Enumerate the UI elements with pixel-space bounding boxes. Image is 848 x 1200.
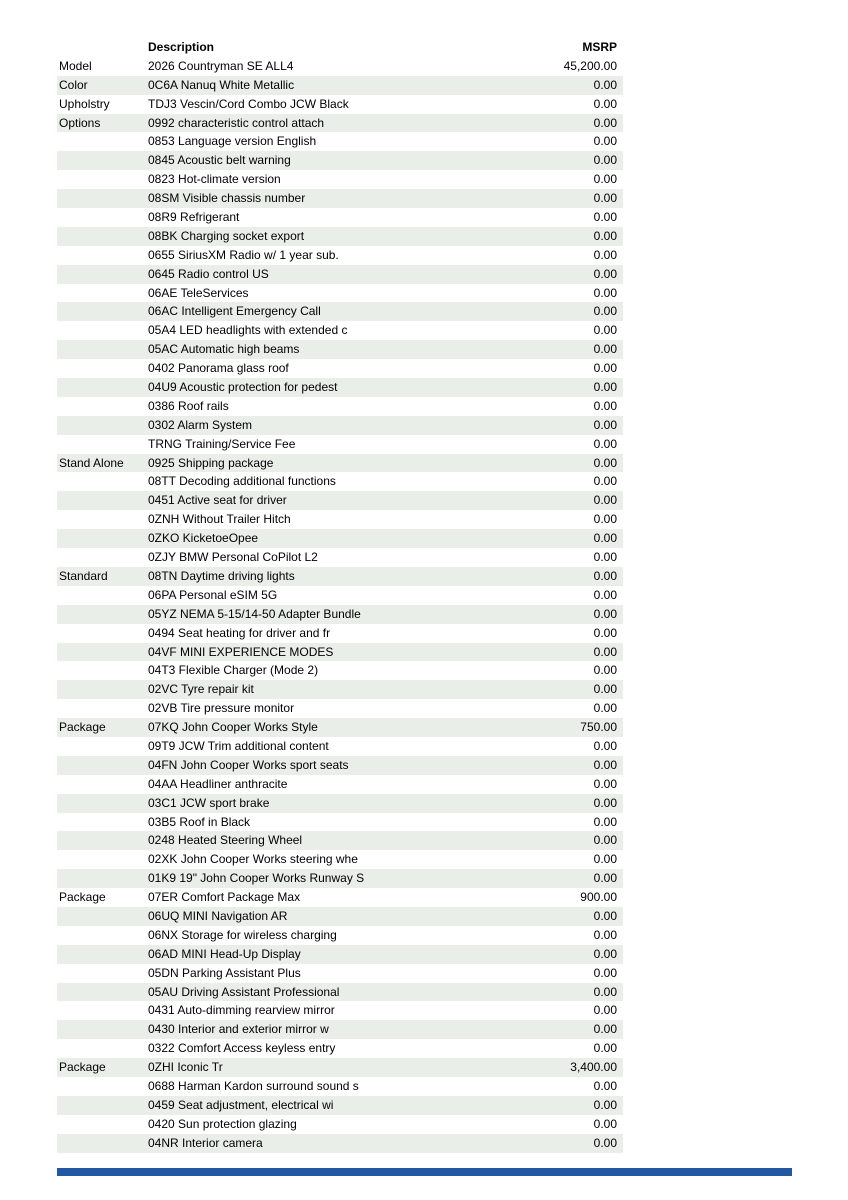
table-row: [57, 170, 623, 189]
table-row: [57, 605, 623, 624]
description-cell: 08SM Visible chassis number: [148, 191, 306, 206]
table-row: [57, 510, 623, 529]
description-cell: 08TT Decoding additional functions: [148, 474, 336, 489]
table-row: [57, 1020, 623, 1039]
msrp-cell: 0.00: [593, 266, 617, 281]
table-row: [57, 680, 623, 699]
table-row: [57, 435, 623, 454]
msrp-cell: 0.00: [593, 531, 617, 546]
msrp-cell: 3,400.00: [570, 1060, 617, 1075]
bottom-divider-bar: [57, 1168, 792, 1176]
description-cell: 2026 Countryman SE ALL4: [148, 58, 294, 73]
description-cell: 0386 Roof rails: [148, 398, 229, 413]
msrp-cell: 0.00: [593, 342, 617, 357]
msrp-cell: 0.00: [593, 247, 617, 262]
table-row: [57, 397, 623, 416]
msrp-cell: 0.00: [593, 134, 617, 149]
description-cell: 04U9 Acoustic protection for pedest: [148, 380, 338, 395]
description-cell: 0823 Hot-climate version: [148, 172, 281, 187]
msrp-cell: 0.00: [593, 210, 617, 225]
description-cell: 06UQ MINI Navigation AR: [148, 908, 288, 923]
table-row: [57, 775, 623, 794]
table-row: [57, 794, 623, 813]
description-cell: 04NR Interior camera: [148, 1135, 263, 1150]
description-cell: 08R9 Refrigerant: [148, 210, 240, 225]
msrp-cell: 900.00: [580, 890, 617, 905]
description-cell: 0402 Panorama glass roof: [148, 361, 289, 376]
msrp-cell: 0.00: [593, 550, 617, 565]
description-cell: 0992 characteristic control attach: [148, 115, 325, 130]
table-row: [57, 246, 623, 265]
table-row: [57, 964, 623, 983]
description-cell: 06AE TeleServices: [148, 285, 249, 300]
msrp-cell: 0.00: [593, 606, 617, 621]
description-cell: 0494 Seat heating for driver and fr: [148, 625, 331, 640]
description-cell: 01K9 19" John Cooper Works Runway S: [148, 871, 365, 886]
msrp-cell: 0.00: [593, 852, 617, 867]
msrp-cell: 0.00: [593, 946, 617, 961]
table-row: [57, 189, 623, 208]
msrp-cell: 0.00: [593, 493, 617, 508]
table-row: [57, 983, 623, 1002]
msrp-cell: 0.00: [593, 115, 617, 130]
table-row: [57, 321, 623, 340]
msrp-cell: 0.00: [593, 436, 617, 451]
msrp-cell: 0.00: [593, 1022, 617, 1037]
msrp-cell: 0.00: [593, 795, 617, 810]
msrp-cell: 0.00: [593, 153, 617, 168]
table-row: [57, 624, 623, 643]
table-row: [57, 1001, 623, 1020]
category-cell: Upholstry: [59, 96, 110, 111]
msrp-cell: 0.00: [593, 644, 617, 659]
vehicle-options-table: [57, 38, 623, 1153]
table-row: [57, 756, 623, 775]
table-row: [57, 472, 623, 491]
description-cell: 0431 Auto-dimming rearview mirror: [148, 1003, 335, 1018]
category-cell: Color: [59, 77, 88, 92]
table-row: [57, 850, 623, 869]
table-row: [57, 1058, 623, 1077]
table-row: [57, 265, 623, 284]
table-row: [57, 529, 623, 548]
msrp-cell: 45,200.00: [563, 58, 617, 73]
description-cell: 06AC Intelligent Emergency Call: [148, 304, 321, 319]
msrp-cell: 0.00: [593, 96, 617, 111]
msrp-cell: 0.00: [593, 228, 617, 243]
category-cell: Options: [59, 115, 101, 130]
table-row: [57, 661, 623, 680]
table-row: [57, 378, 623, 397]
header-description-cell: Description: [148, 40, 215, 54]
msrp-cell: 0.00: [593, 172, 617, 187]
msrp-cell: 0.00: [593, 587, 617, 602]
category-cell: Model: [59, 58, 92, 73]
description-cell: 03C1 JCW sport brake: [148, 795, 270, 810]
description-cell: 02XK John Cooper Works steering whe: [148, 852, 358, 867]
table-header-row: [57, 38, 623, 57]
msrp-cell: 0.00: [593, 625, 617, 640]
table-row: [57, 491, 623, 510]
table-row: [57, 869, 623, 888]
msrp-cell: 0.00: [593, 814, 617, 829]
description-cell: 05A4 LED headlights with extended c: [148, 323, 348, 338]
description-cell: 06AD MINI Head-Up Display: [148, 946, 301, 961]
table-row: [57, 454, 623, 473]
description-cell: 0459 Seat adjustment, electrical wi: [148, 1097, 334, 1112]
table-row: [57, 1039, 623, 1058]
description-cell: 04VF MINI EXPERIENCE MODES: [148, 644, 334, 659]
description-cell: 08BK Charging socket export: [148, 228, 305, 243]
description-cell: 05AU Driving Assistant Professional: [148, 984, 340, 999]
msrp-cell: 0.00: [593, 871, 617, 886]
table-row: [57, 95, 623, 114]
description-cell: 0688 Harman Kardon surround sound s: [148, 1078, 359, 1093]
description-cell: 0853 Language version English: [148, 134, 317, 149]
table-row: [57, 57, 623, 76]
msrp-cell: 0.00: [593, 1003, 617, 1018]
msrp-cell: 0.00: [593, 380, 617, 395]
msrp-cell: 0.00: [593, 1097, 617, 1112]
msrp-cell: 0.00: [593, 512, 617, 527]
description-cell: 07KQ John Cooper Works Style: [148, 720, 318, 735]
table-row: [57, 567, 623, 586]
table-row: [57, 359, 623, 378]
msrp-cell: 0.00: [593, 568, 617, 583]
msrp-cell: 0.00: [593, 191, 617, 206]
description-cell: 0ZNH Without Trailer Hitch: [148, 512, 291, 527]
msrp-cell: 0.00: [593, 908, 617, 923]
msrp-cell: 0.00: [593, 663, 617, 678]
msrp-cell: 0.00: [593, 1135, 617, 1150]
msrp-cell: 0.00: [593, 1116, 617, 1131]
description-cell: 05DN Parking Assistant Plus: [148, 965, 301, 980]
category-cell: Standard: [59, 568, 108, 583]
msrp-cell: 0.00: [593, 682, 617, 697]
description-cell: 05YZ NEMA 5-15/14-50 Adapter Bundle: [148, 606, 361, 621]
description-cell: TRNG Training/Service Fee: [148, 436, 296, 451]
msrp-cell: 0.00: [593, 965, 617, 980]
table-row: [57, 699, 623, 718]
description-cell: 0302 Alarm System: [148, 417, 253, 432]
description-cell: 0ZKO KicketoeOpee: [148, 531, 259, 546]
table-row: [57, 1096, 623, 1115]
description-cell: 0ZJY BMW Personal CoPilot L2: [148, 550, 318, 565]
description-cell: 06NX Storage for wireless charging: [148, 927, 337, 942]
description-cell: 0845 Acoustic belt warning: [148, 153, 291, 168]
description-cell: 02VB Tire pressure monitor: [148, 701, 295, 716]
description-cell: 0925 Shipping package: [148, 455, 274, 470]
msrp-cell: 0.00: [593, 1078, 617, 1093]
msrp-cell: 0.00: [593, 77, 617, 92]
table-row: [57, 718, 623, 737]
category-cell: Stand Alone: [59, 455, 124, 470]
msrp-cell: 0.00: [593, 417, 617, 432]
table-row: [57, 416, 623, 435]
table-row: [57, 1077, 623, 1096]
description-cell: 0322 Comfort Access keyless entry: [148, 1041, 336, 1056]
table-row: [57, 114, 623, 133]
msrp-cell: 0.00: [593, 285, 617, 300]
table-body: [57, 57, 623, 1153]
msrp-cell: 0.00: [593, 738, 617, 753]
msrp-cell: 0.00: [593, 455, 617, 470]
table-row: [57, 945, 623, 964]
description-cell: 04FN John Cooper Works sport seats: [148, 757, 349, 772]
description-cell: 05AC Automatic high beams: [148, 342, 300, 357]
msrp-cell: 0.00: [593, 398, 617, 413]
description-cell: 0ZHI Iconic Tr: [148, 1060, 223, 1075]
table-row: [57, 227, 623, 246]
description-cell: 0C6A Nanuq White Metallic: [148, 77, 295, 92]
description-cell: 0655 SiriusXM Radio w/ 1 year sub.: [148, 247, 339, 262]
msrp-cell: 0.00: [593, 927, 617, 942]
table-row: [57, 586, 623, 605]
msrp-cell: 750.00: [580, 720, 617, 735]
msrp-cell: 0.00: [593, 757, 617, 772]
table-row: [57, 208, 623, 227]
table-row: [57, 926, 623, 945]
table-row: [57, 302, 623, 321]
category-cell: Package: [59, 890, 106, 905]
table-row: [57, 1115, 623, 1134]
msrp-cell: 0.00: [593, 361, 617, 376]
table-row: [57, 132, 623, 151]
table-row: [57, 737, 623, 756]
msrp-cell: 0.00: [593, 1041, 617, 1056]
description-cell: 0645 Radio control US: [148, 266, 269, 281]
msrp-cell: 0.00: [593, 474, 617, 489]
table-row: [57, 907, 623, 926]
category-cell: Package: [59, 720, 106, 735]
table-row: [57, 831, 623, 850]
description-cell: 0248 Heated Steering Wheel: [148, 833, 303, 848]
msrp-cell: 0.00: [593, 833, 617, 848]
description-cell: 0430 Interior and exterior mirror w: [148, 1022, 329, 1037]
description-cell: 07ER Comfort Package Max: [148, 890, 301, 905]
table-row: [57, 340, 623, 359]
description-cell: TDJ3 Vescin/Cord Combo JCW Black: [148, 96, 349, 111]
header-msrp-cell: MSRP: [582, 40, 617, 54]
msrp-cell: 0.00: [593, 776, 617, 791]
description-cell: 02VC Tyre repair kit: [148, 682, 254, 697]
table-row: [57, 888, 623, 907]
table-row: [57, 151, 623, 170]
msrp-cell: 0.00: [593, 304, 617, 319]
table-row: [57, 1134, 623, 1153]
description-cell: 03B5 Roof in Black: [148, 814, 251, 829]
description-cell: 09T9 JCW Trim additional content: [148, 738, 329, 753]
msrp-cell: 0.00: [593, 323, 617, 338]
description-cell: 08TN Daytime driving lights: [148, 568, 295, 583]
table-row: [57, 643, 623, 662]
description-cell: 0420 Sun protection glazing: [148, 1116, 297, 1131]
table-row: [57, 76, 623, 95]
table-row: [57, 813, 623, 832]
msrp-cell: 0.00: [593, 701, 617, 716]
description-cell: 04AA Headliner anthracite: [148, 776, 288, 791]
msrp-cell: 0.00: [593, 984, 617, 999]
table-row: [57, 548, 623, 567]
category-cell: Package: [59, 1060, 106, 1075]
description-cell: 06PA Personal eSIM 5G: [148, 587, 278, 602]
description-cell: 0451 Active seat for driver: [148, 493, 287, 508]
table-row: [57, 284, 623, 303]
description-cell: 04T3 Flexible Charger (Mode 2): [148, 663, 319, 678]
